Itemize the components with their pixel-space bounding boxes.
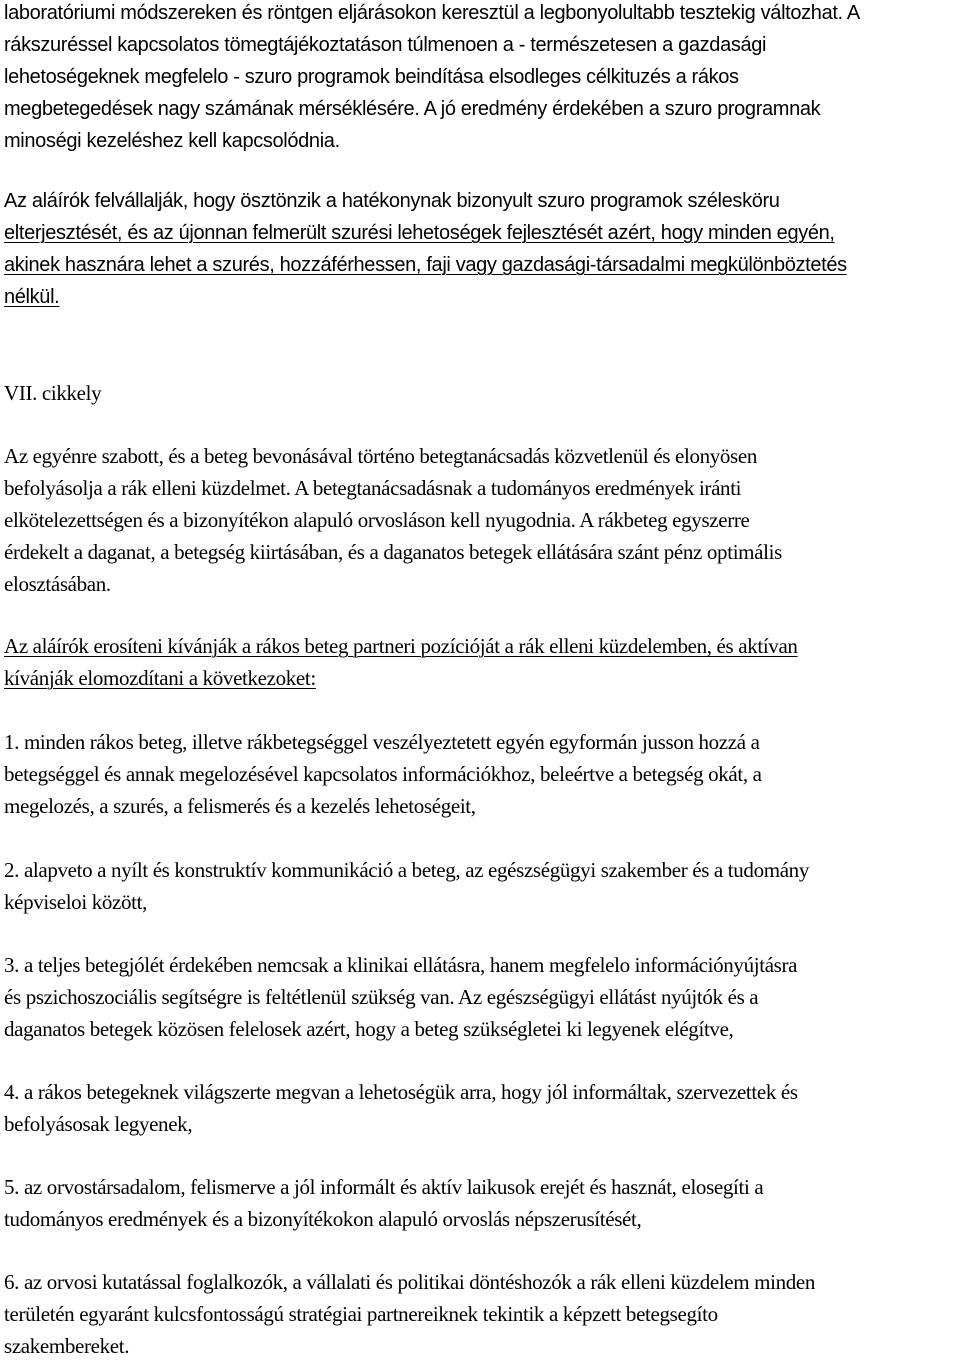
text-line: laboratóriumi módszereken és röntgen eljárásokon keresztül a legbonyolultabb tesztekig változhat. A	[4, 2, 860, 24]
text-line: elosztásában.	[4, 572, 111, 596]
text-line: Az aláírók felvállalják, hogy ösztönzik a hatékonynak bizonyult szuro programok szélesköru	[4, 190, 780, 212]
text-line: szakembereket.	[4, 1334, 130, 1358]
list-item	[4, 1171, 763, 1235]
paragraph-signatories-screening	[4, 185, 847, 313]
list-item	[4, 726, 762, 822]
list-item	[4, 854, 809, 918]
paragraph-patient-counselling	[4, 440, 782, 600]
text-line: 1. minden rákos beteg, illetve rákbetegséggel veszélyeztetett egyén egyformán jusson hozzá a	[4, 730, 760, 754]
text-line: Az egyénre szabott, és a beteg bevonásával történo betegtanácsadás közvetlenül és elonyösen	[4, 444, 758, 468]
text-line: tudományos eredmények és a bizonyítékokon alapuló orvoslás népszerusítését,	[4, 1207, 642, 1231]
text-line: képviseloi között,	[4, 890, 148, 914]
list-item	[4, 1266, 815, 1362]
text-line: befolyásolja a rák elleni küzdelmet. A betegtanácsadásnak a tudományos eredmények iránti	[4, 476, 742, 500]
text-line-underlined: Az aláírók erosíteni kívánják a rákos beteg partneri pozícióját a rák elleni küzdelemben, és aktívan	[4, 634, 798, 658]
text-line: befolyásosak legyenek,	[4, 1112, 193, 1136]
text-line: rákszuréssel kapcsolatos tömegtájékoztatáson túlmenoen a - természetesen a gazdasági	[4, 34, 767, 56]
text-line: és pszichoszociális segítségre is feltétlenül szükség van. Az egészségügyi ellátást nyújtók és a	[4, 985, 759, 1009]
text-line: betegséggel és annak megelozésével kapcsolatos információkhoz, beleértve a betegség okát, a	[4, 762, 762, 786]
text-line: területén egyaránt kulcsfontosságú stratégiai partnereiknek tekintik a képzett betegsegíto	[4, 1302, 718, 1326]
paragraph-screening-intro	[4, 0, 860, 157]
text-line: megelozés, a szurés, a felismerés és a kezelés lehetoségeit,	[4, 794, 476, 818]
text-line: daganatos betegek közösen felelosek azért, hogy a beteg szükségletei ki legyenek elégítve,	[4, 1017, 734, 1041]
text-line: érdekelt a daganat, a betegség kiirtásában, és a daganatos betegek ellátására szánt pénz optimális	[4, 540, 782, 564]
text-line-underlined: akinek hasznára lehet a szurés, hozzáférhessen, faji vagy gazdasági-társadalmi megkülönböztetés	[4, 254, 847, 276]
list-item	[4, 1076, 798, 1140]
text-line: 6. az orvosi kutatással foglalkozók, a vállalati és politikai döntéshozók a rák elleni küzdelem minden	[4, 1270, 816, 1294]
text-line: 2. alapveto a nyílt és konstruktív kommunikáció a beteg, az egészségügyi szakember és a tudomány	[4, 858, 809, 882]
text-line-underlined: nélkül.	[4, 286, 60, 308]
text-line: elkötelezettségen és a bizonyítékon alapuló orvosláson kell nyugodnia. A rákbeteg egyszerre	[4, 508, 750, 532]
text-line: lehetoségeknek megfelelo - szuro programok beindítása elsodleges célkituzés a rákos	[4, 66, 739, 88]
text-line: megbetegedések nagy számának mérséklésére. A jó eredmény érdekében a szuro programnak	[4, 98, 821, 120]
text-line: 5. az orvostársadalom, felismerve a jól informált és aktív laikusok erejét és hasznát, elosegíti a	[4, 1175, 764, 1199]
paragraph-partner-role	[4, 630, 798, 694]
text-line: minoségi kezeléshez kell kapcsolódnia.	[4, 130, 340, 152]
text-line-underlined: kívánják elomozdítani a következoket:	[4, 666, 316, 690]
article-heading: VII. cikkely	[4, 381, 102, 405]
text-line: 3. a teljes betegjólét érdekében nemcsak a klinikai ellátásra, hanem megfelelo információnyújtásra	[4, 953, 798, 977]
text-line: 4. a rákos betegeknek világszerte megvan a lehetoségük arra, hogy jól informáltak, szervezettek és	[4, 1080, 798, 1104]
text-line-underlined: elterjesztését, és az újonnan felmerült szurési lehetoségek fejlesztését azért, hogy minden egyén,	[4, 222, 835, 244]
list-item	[4, 949, 797, 1045]
